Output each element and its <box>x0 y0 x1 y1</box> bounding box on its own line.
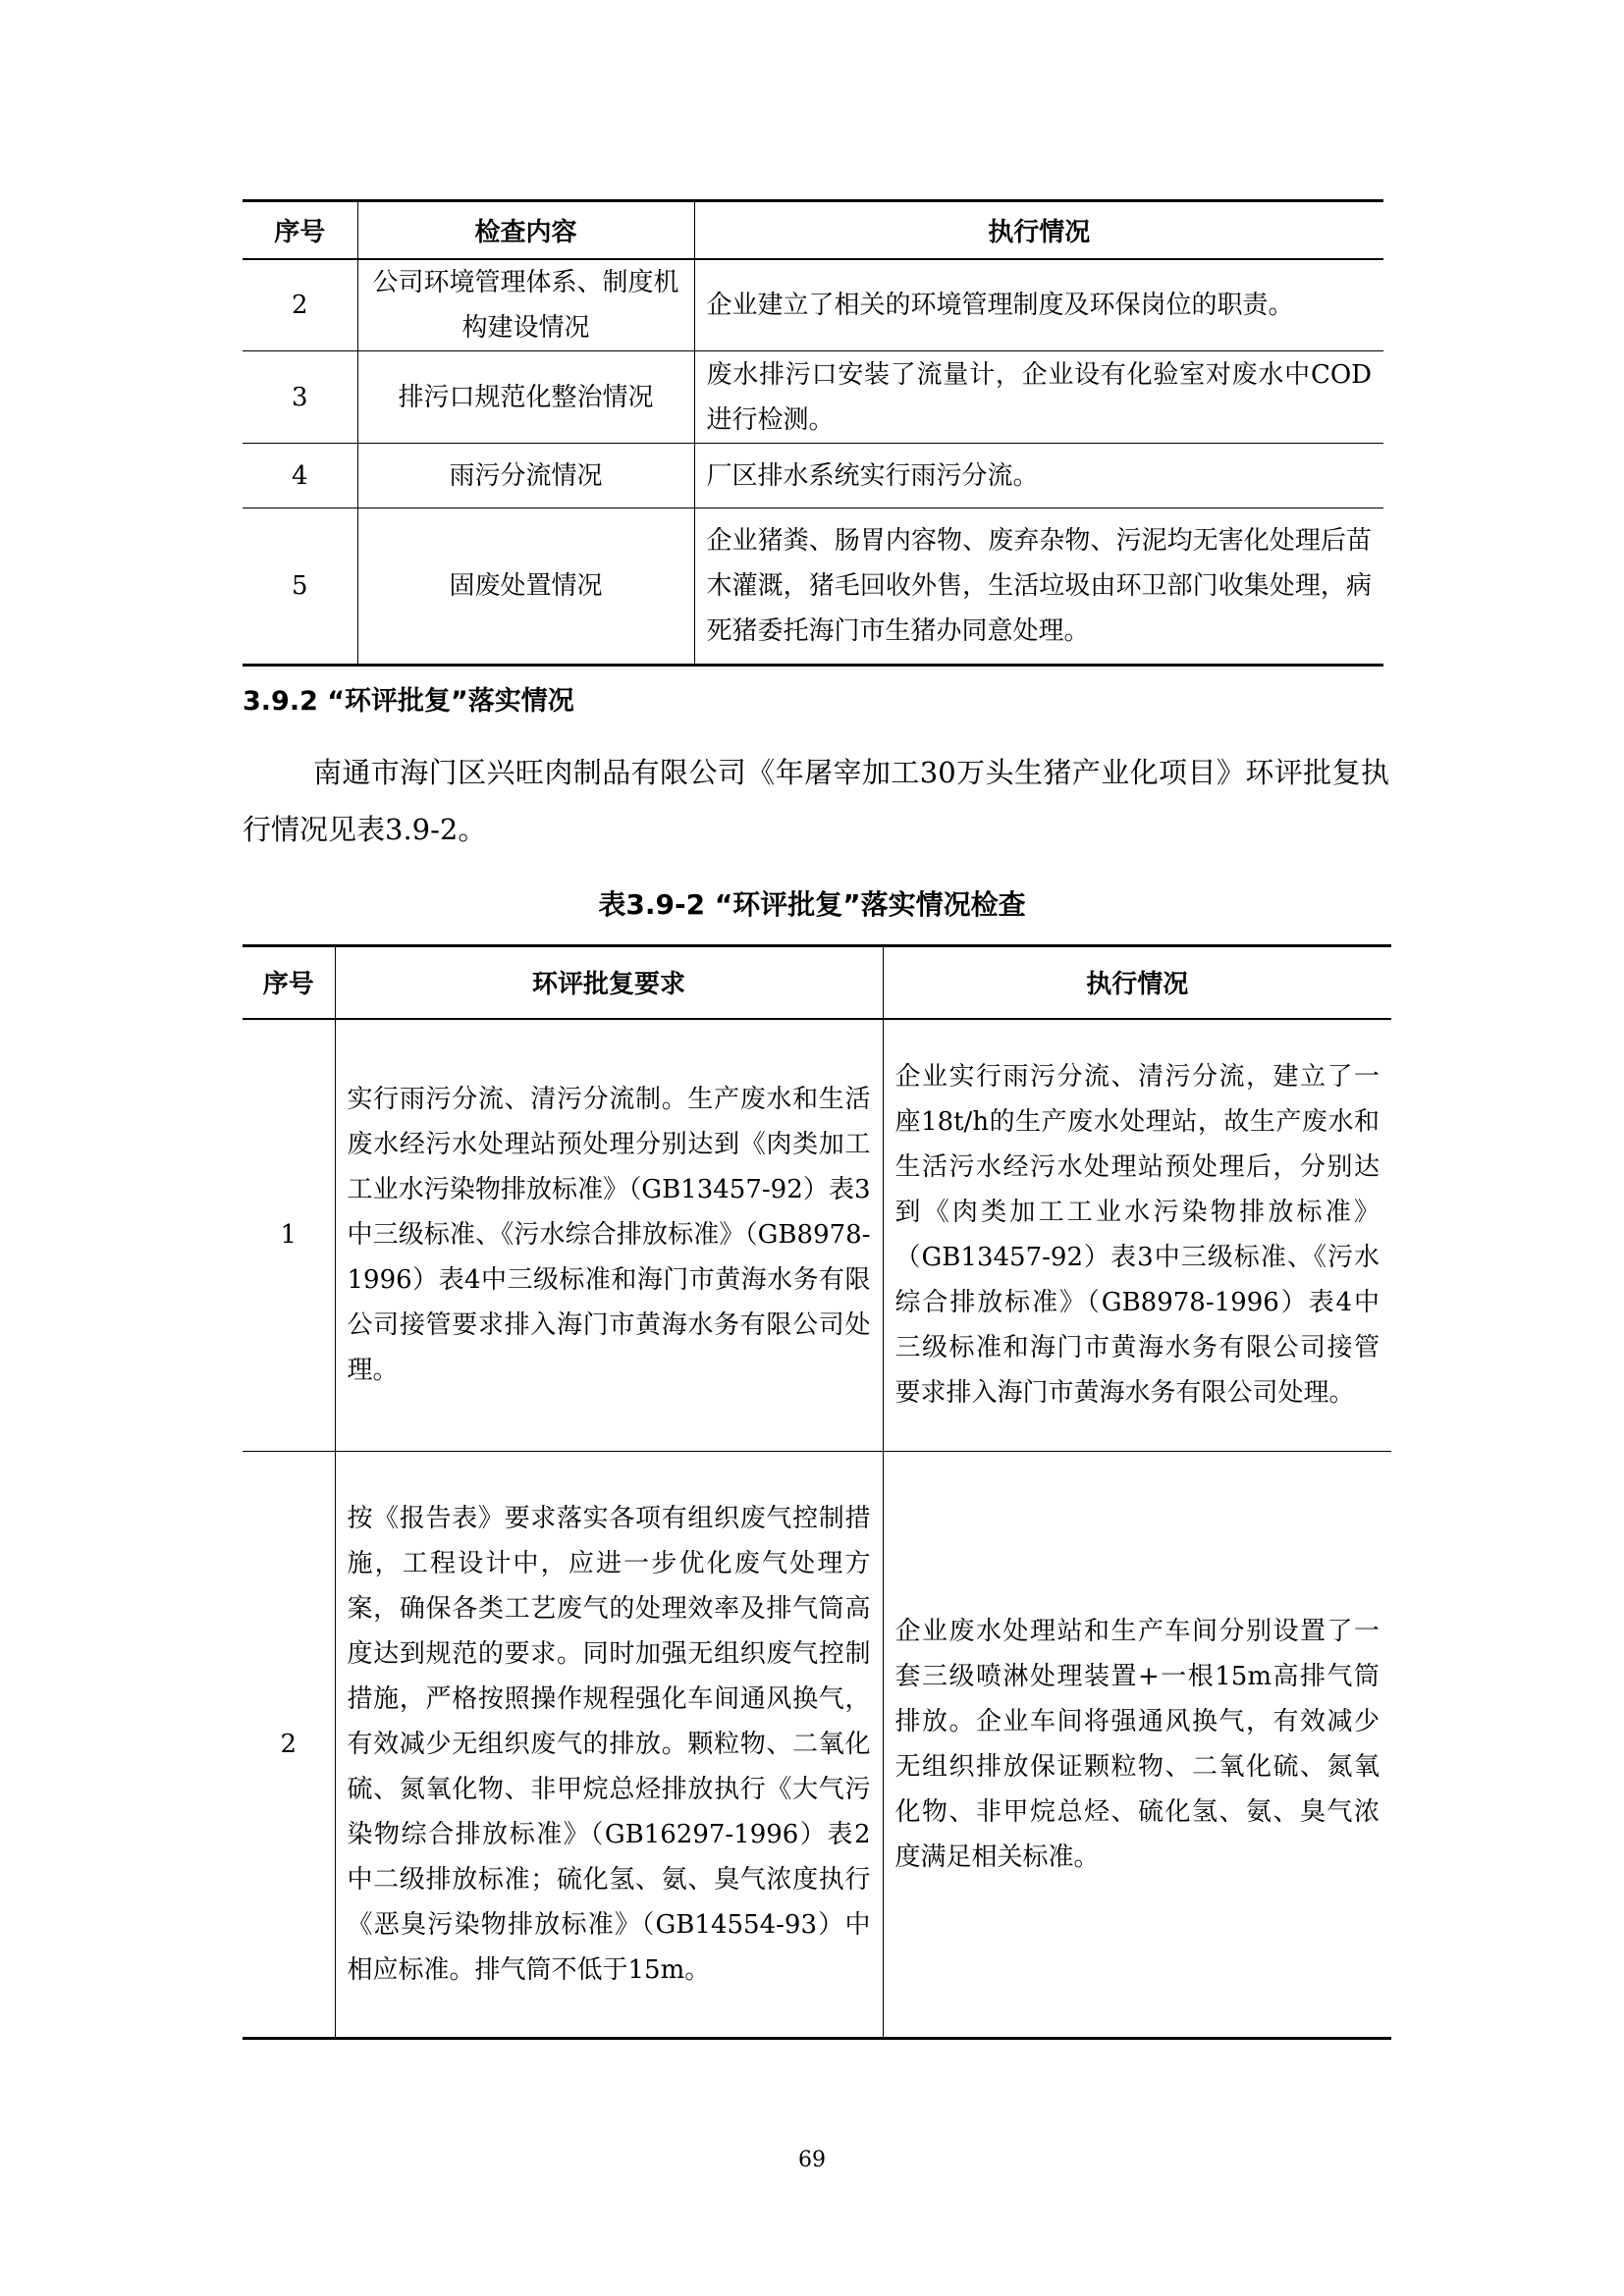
row-item: 排污口规范化整治情况 <box>357 351 694 444</box>
row-status: 企业猪粪、肠胃内容物、废弃杂物、污泥均无害化处理后苗木灌溉，猪毛回收外售，生活垃圾由环卫部门收集处理，病死猪委托海门市生猪办同意处理。 <box>694 508 1383 666</box>
row-requirement: 实行雨污分流、清污分流制。生产废水和生活废水经污水处理站预处理分别达到《肉类加工工业水污染物排放标准》（GB13457-92）表3中三级标准、《污水综合排放标准》（GB8978-1996）表4中三级标准和海门市黄海水务有限公司接管要求排入海门市黄海水务有限公司处理。 <box>335 1019 883 1452</box>
table1-header-no: 序号 <box>243 201 357 259</box>
row-number: 5 <box>243 508 357 666</box>
row-status: 企业建立了相关的环境管理制度及环保岗位的职责。 <box>694 259 1383 351</box>
table-row <box>243 259 1383 351</box>
table2-header-requirement: 环评批复要求 <box>335 946 883 1019</box>
table2-caption: 表3.9-2 “环评批复”落实情况检查 <box>598 888 1026 921</box>
table-row <box>243 1452 1391 2039</box>
row-number: 2 <box>243 259 357 351</box>
row-item: 雨污分流情况 <box>357 444 694 508</box>
page-number: 69 <box>798 2148 826 2172</box>
table-row <box>243 508 1383 666</box>
table-row <box>243 444 1383 508</box>
row-status: 企业实行雨污分流、清污分流，建立了一座18t/h的生产废水处理站，故生产废水和生活污水经污水处理站预处理后，分别达到《肉类加工工业水污染物排放标准》（GB13457-92）表3中三级标准、《污水综合排放标准》（GB8978-1996）表4中三级标准和海门市黄海水务有限公司接管要求排入海门市黄海水务有限公司处理。 <box>883 1019 1391 1452</box>
row-status: 企业废水处理站和生产车间分别设置了一套三级喷淋处理装置+一根15m高排气筒排放。企业车间将强通风换气，有效减少无组织排放保证颗粒物、二氧化硫、氮氧化物、非甲烷总烃、硫化氢、氨、臭气浓度满足相关标准。 <box>883 1452 1391 2039</box>
table1-header-status: 执行情况 <box>694 201 1383 259</box>
inspection-table-1 <box>243 199 1383 667</box>
row-requirement: 按《报告表》要求落实各项有组织废气控制措施，工程设计中，应进一步优化废气处理方案，确保各类工艺废气的处理效率及排气筒高度达到规范的要求。同时加强无组织废气控制措施，严格按照操作规程强化车间通风换气，有效减少无组织废气的排放。颗粒物、二氧化硫、氮氧化物、非甲烷总烃排放执行《大气污染物综合排放标准》（GB16297-1996）表2中二级排放标准；硫化氢、氨、臭气浓度执行《恶臭污染物排放标准》（GB14554-93）中相应标准。排气筒不低于15m。 <box>335 1452 883 2039</box>
table-row <box>243 351 1383 444</box>
row-number: 2 <box>243 1452 335 2039</box>
table2-header-no: 序号 <box>243 946 335 1019</box>
table2-header-row <box>243 946 1391 1019</box>
inspection-table-2 <box>243 944 1391 2040</box>
section-heading: 3.9.2 “环评批复”落实情况 <box>243 686 574 717</box>
table1-header-item: 检查内容 <box>357 201 694 259</box>
row-status: 厂区排水系统实行雨污分流。 <box>694 444 1383 508</box>
table-row <box>243 1019 1391 1452</box>
section-paragraph: 南通市海门区兴旺肉制品有限公司《年屠宰加工30万头生猪产业化项目》环评批复执行情况见表3.9-2。 <box>243 756 1389 846</box>
table2-header-status: 执行情况 <box>883 946 1391 1019</box>
row-item: 固废处置情况 <box>357 508 694 666</box>
row-number: 1 <box>243 1019 335 1452</box>
row-item: 公司环境管理体系、制度机构建设情况 <box>357 259 694 351</box>
row-number: 4 <box>243 444 357 508</box>
table1-header-row <box>243 201 1383 259</box>
row-number: 3 <box>243 351 357 444</box>
row-status: 废水排污口安装了流量计，企业设有化验室对废水中COD进行检测。 <box>694 351 1383 444</box>
